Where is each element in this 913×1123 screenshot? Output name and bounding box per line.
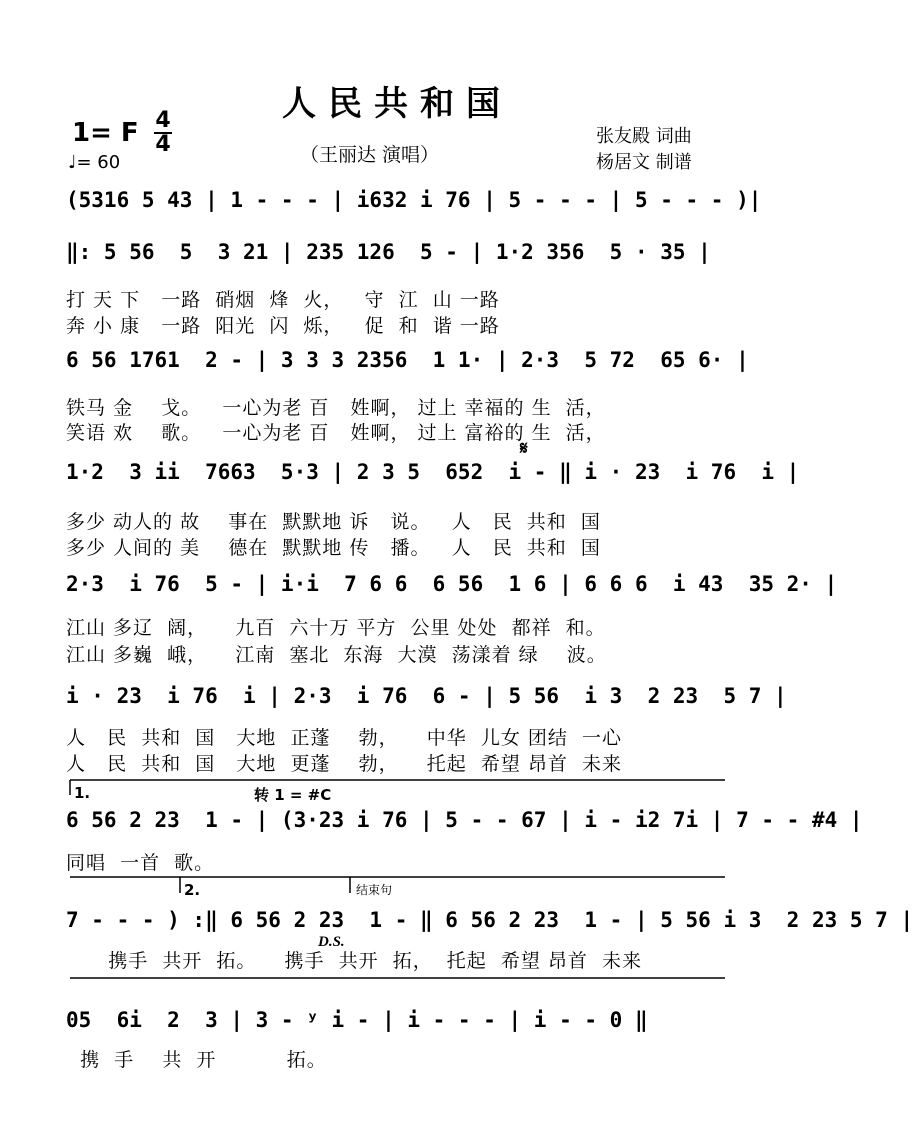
lyrics-row-5-verse-2: 江山 多巍 峨， 江南 塞北 东海 大漠 荡漾着 绿 波。 bbox=[66, 644, 607, 666]
volta-2-label: 2. bbox=[184, 881, 201, 899]
segno-sign: 𝄋 bbox=[520, 438, 528, 459]
lyrics-row-3-verse-1: 铁马 金 戈。 一心为老 百 姓啊， 过上 幸福的 生 活， bbox=[66, 397, 606, 419]
time-sig-bottom: 4 bbox=[155, 132, 171, 157]
lyrics-row-2-verse-2: 奔 小 康 一路 阳光 闪 烁， 促 和 谐 一路 bbox=[66, 315, 500, 337]
lyrics-row-6-verse-1: 人 民 共和 国 大地 正蓬 勃， 中华 儿女 团结 一心 bbox=[66, 727, 622, 749]
modulation-label: 转 1 = #C bbox=[254, 786, 332, 804]
notation-row-8: 7 - - - ) :‖ 6 56 2 23 1 - ‖ 6 56 2 23 1 - | 5 56 i 3 2 23 5 7 | bbox=[66, 908, 913, 932]
ds-mark: D.S. bbox=[318, 934, 345, 950]
notation-row-9: 05 6i 2 3 | 3 - ʸ i - | i - - - | i - - 0 ‖ bbox=[66, 1008, 648, 1032]
lyrics-row-2-verse-1: 打 天 下 一路 硝烟 烽 火， 守 江 山 一路 bbox=[66, 289, 500, 311]
lyrics-row-4-verse-2: 多少 人间的 美 德在 默默地 传 播。 人 民 共和 国 bbox=[66, 537, 601, 559]
song-title: 人民共和国 bbox=[282, 84, 512, 124]
volta-1-label: 1. bbox=[74, 784, 91, 802]
lyrics-row-5-verse-1: 江山 多辽 阔， 九百 六十万 平方 公里 处处 都祥 和。 bbox=[66, 617, 606, 639]
time-sig-top: 4 bbox=[155, 108, 171, 133]
notation-row-7: 6 56 2 23 1 - | (3·23 i 76 | 5 - - 67 | i - i2 7i | 7 - - #4 | bbox=[66, 808, 863, 832]
notation-row-intro: (5316 5 43 | 1 - - - | i632 i 76 | 5 - - - | 5 - - - )| bbox=[66, 188, 762, 212]
key-signature: 1= F bbox=[72, 118, 139, 148]
notation-row-2: ‖: 5 56 5 3 21 | 235 126 5 - | 1·2 356 5 · 35 | bbox=[66, 240, 711, 264]
lyrics-row-4-verse-1: 多少 动人的 故 事在 默默地 诉 说。 人 民 共和 国 bbox=[66, 511, 601, 533]
lyrics-row-9: 携 手 共 开 拓。 bbox=[66, 1049, 327, 1071]
ending-label: 结束句 bbox=[356, 883, 393, 897]
lyrics-row-6-verse-2: 人 民 共和 国 大地 更蓬 勃， 托起 希望 昂首 未来 bbox=[66, 753, 622, 775]
lyricist-composer: 张友殿 词曲 bbox=[596, 126, 692, 147]
singer-credit: （王丽达 演唱） bbox=[300, 144, 440, 166]
arranger: 杨居文 制谱 bbox=[596, 152, 692, 173]
lyrics-row-3-verse-2: 笑语 欢 歌。 一心为老 百 姓啊， 过上 富裕的 生 活， bbox=[66, 422, 606, 444]
lyrics-row-8: 携手 共开 拓。 携手 共开 拓， 托起 希望 昂首 未来 bbox=[66, 950, 642, 972]
notation-row-4: 1·2 3 ii 7663 5·3 | 2 3 5 652 i - ‖ i · 23 i 76 i | bbox=[66, 460, 800, 484]
notation-row-6: i · 23 i 76 i | 2·3 i 76 6 - | 5 56 i 3 2 23 5 7 | bbox=[66, 684, 787, 708]
notation-row-3: 6 56 1761 2 - | 3 3 3 2356 1 1· | 2·3 5 72 65 6· | bbox=[66, 348, 749, 372]
tempo-marking: ♩= 60 bbox=[68, 152, 121, 173]
notation-row-5: 2·3 i 76 5 - | i·i 7 6 6 6 56 1 6 | 6 6 6 i 43 35 2· | bbox=[66, 572, 838, 596]
lyrics-row-7: 同唱 一首 歌。 bbox=[66, 852, 215, 874]
